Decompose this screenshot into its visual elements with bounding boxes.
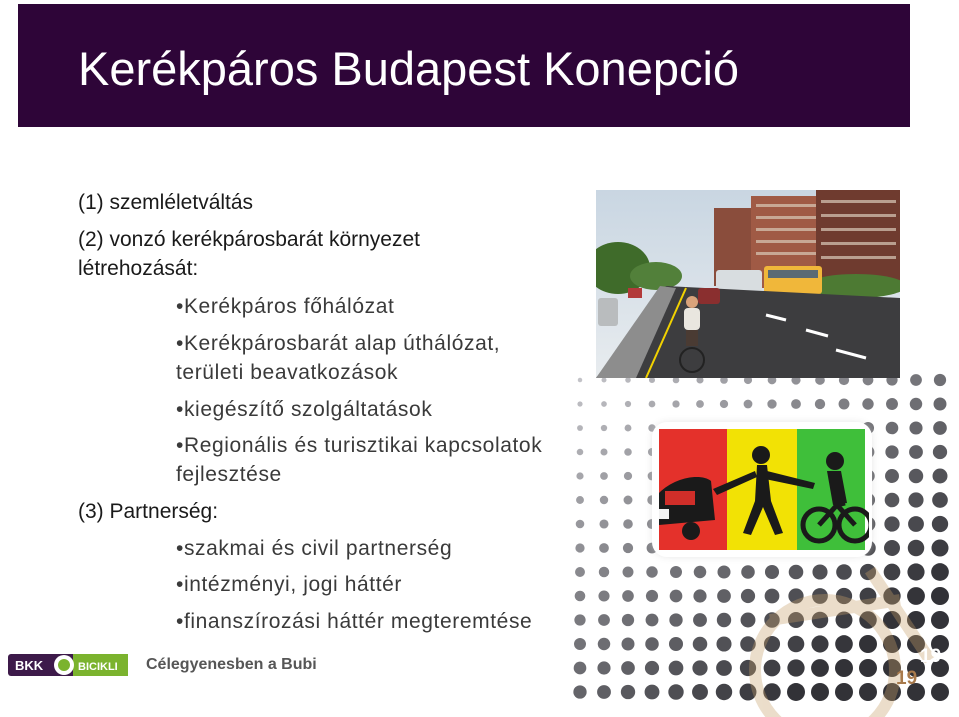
decor-dot [597,661,610,674]
decor-dot [717,589,731,603]
decor-dot [624,472,632,480]
decor-dot [623,567,634,578]
decor-dot [862,398,873,409]
decor-dot [839,399,850,410]
decor-dot [836,564,852,580]
decor-dot [908,516,924,532]
decor-dot [716,660,732,676]
street-cyclist-photo [596,190,900,378]
decor-dot [933,445,947,459]
decor-dot [788,636,805,653]
point-2: (2) vonzó kerékpárosbarát környezet [78,228,420,251]
decor-dot [670,590,683,603]
decor-dot [933,469,948,484]
decor-dot [835,683,853,701]
decor-dot [669,613,682,626]
bullet-services: •kiegészítő szolgáltatások [176,398,433,421]
decor-dot [741,613,756,628]
decor-dot [907,563,924,580]
slide-title: Kerékpáros Budapest Konepció [78,42,740,95]
decor-dot [859,659,877,677]
decor-dot [720,400,728,408]
decor-dot [621,661,635,675]
point-3: (3) Partnerség: [78,500,219,523]
decor-dot [597,685,611,699]
bullet-base-network-continued: területi beavatkozások [176,361,399,384]
decor-dot [859,635,877,653]
decor-dot [621,685,635,699]
decor-dot [811,659,829,677]
decor-dot [789,565,804,580]
decor-dot [931,683,949,701]
decor-dot [910,374,922,386]
decor-dot [624,448,632,456]
decor-dot [859,683,877,701]
bullet-partnership: •szakmai és civil partnerség [176,537,453,560]
road-users-sign-image [655,425,869,554]
decor-dot [624,496,633,505]
decor-dot [623,543,633,553]
bullet-regional-continued: fejlesztése [176,463,282,486]
decor-dot [765,589,780,604]
decor-dot [622,614,634,626]
decor-dot [716,636,731,651]
decor-dot [573,685,586,698]
page-number-shadow: 19 [896,668,918,689]
decor-dot [623,519,633,529]
decor-dot [787,659,804,676]
car-pedestrian-cyclist-sign [655,425,869,554]
decor-dot [933,421,947,435]
bullet-main-network: •Kerékpáros főhálózat [176,295,395,318]
decor-dot [625,377,631,383]
decor-dot [767,399,776,408]
decor-dot [694,566,707,579]
logo-image [7,650,129,680]
decor-dot [931,587,949,605]
bullet-legal: •intézményi, jogi háttér [176,573,403,596]
decor-dot [907,587,925,605]
decor-dot [812,564,827,579]
decor-dot [574,662,587,675]
bullet-base-network: •Kerékpárosbarát alap úthálózat, [176,332,501,355]
decor-dot [668,684,683,699]
decor-dot [835,635,853,653]
decor-dot [885,445,898,458]
decor-dot [909,421,922,434]
decor-dot [811,635,828,652]
point-2-continued: létrehozását: [78,257,199,280]
decor-dot [717,565,730,578]
decor-dot [693,637,708,652]
decor-dot [884,564,901,581]
decor-dot [931,563,949,581]
decor-dot [717,613,731,627]
decor-dot [646,614,659,627]
bullet-regional: •Regionális és turisztikai kapcsolatok [176,434,543,457]
decor-dot [811,683,829,701]
decor-dot [622,638,635,651]
decor-dot [884,540,900,556]
decor-dot [886,422,899,435]
logo-text-right: BICIKLI [78,661,118,673]
decor-dot [931,611,949,629]
decor-dot [649,401,656,408]
decor-dot [910,398,922,410]
decor-dot [835,659,853,677]
decor-dot [622,590,634,602]
decor-dot [696,400,704,408]
decor-dot [669,637,683,651]
page-number: 19 [920,646,942,667]
decor-dot [787,683,805,701]
decor-dot [886,398,898,410]
decor-dot [932,492,948,508]
decor-dot [645,661,659,675]
bullet-financing: •finanszírozási háttér megteremtése [176,610,533,633]
decor-dot [932,516,948,532]
decor-dot [744,400,753,409]
decor-dot [885,493,900,508]
decor-dot [625,401,631,407]
decor-dot [670,566,682,578]
decor-dot [884,516,899,531]
decor-dot [645,685,660,700]
decor-dot [931,539,948,556]
decor-dot [716,684,732,700]
decor-dot [885,469,899,483]
footer-tagline: Célegyenesben a Bubi [146,656,317,673]
decor-dot [646,590,658,602]
decor-dot [693,589,706,602]
decor-dot [741,565,755,579]
decor-dot [934,374,946,386]
decor-dot [908,540,924,556]
decor-dot [645,637,659,651]
decor-dot [669,661,684,676]
decor-dot [791,399,801,409]
decor-dot [909,469,923,483]
decor-dot [693,613,707,627]
decor-dot [909,445,923,459]
decor-dot [646,566,657,577]
decor-dot [765,565,779,579]
decor-dot [692,684,708,700]
decor-dot [625,425,632,432]
decor-dot [672,400,679,407]
decor-dot [815,399,825,409]
logo-text-left: BKK [15,658,44,673]
point-1: (1) szemléletváltás [78,191,254,214]
decor-dot [692,660,707,675]
street-photo-image [596,190,900,378]
decor-dot [741,589,755,603]
decor-dot [908,492,923,507]
decor-dot [764,660,781,677]
decor-dot [934,398,947,411]
bkk-bicikli-logo [7,650,129,680]
